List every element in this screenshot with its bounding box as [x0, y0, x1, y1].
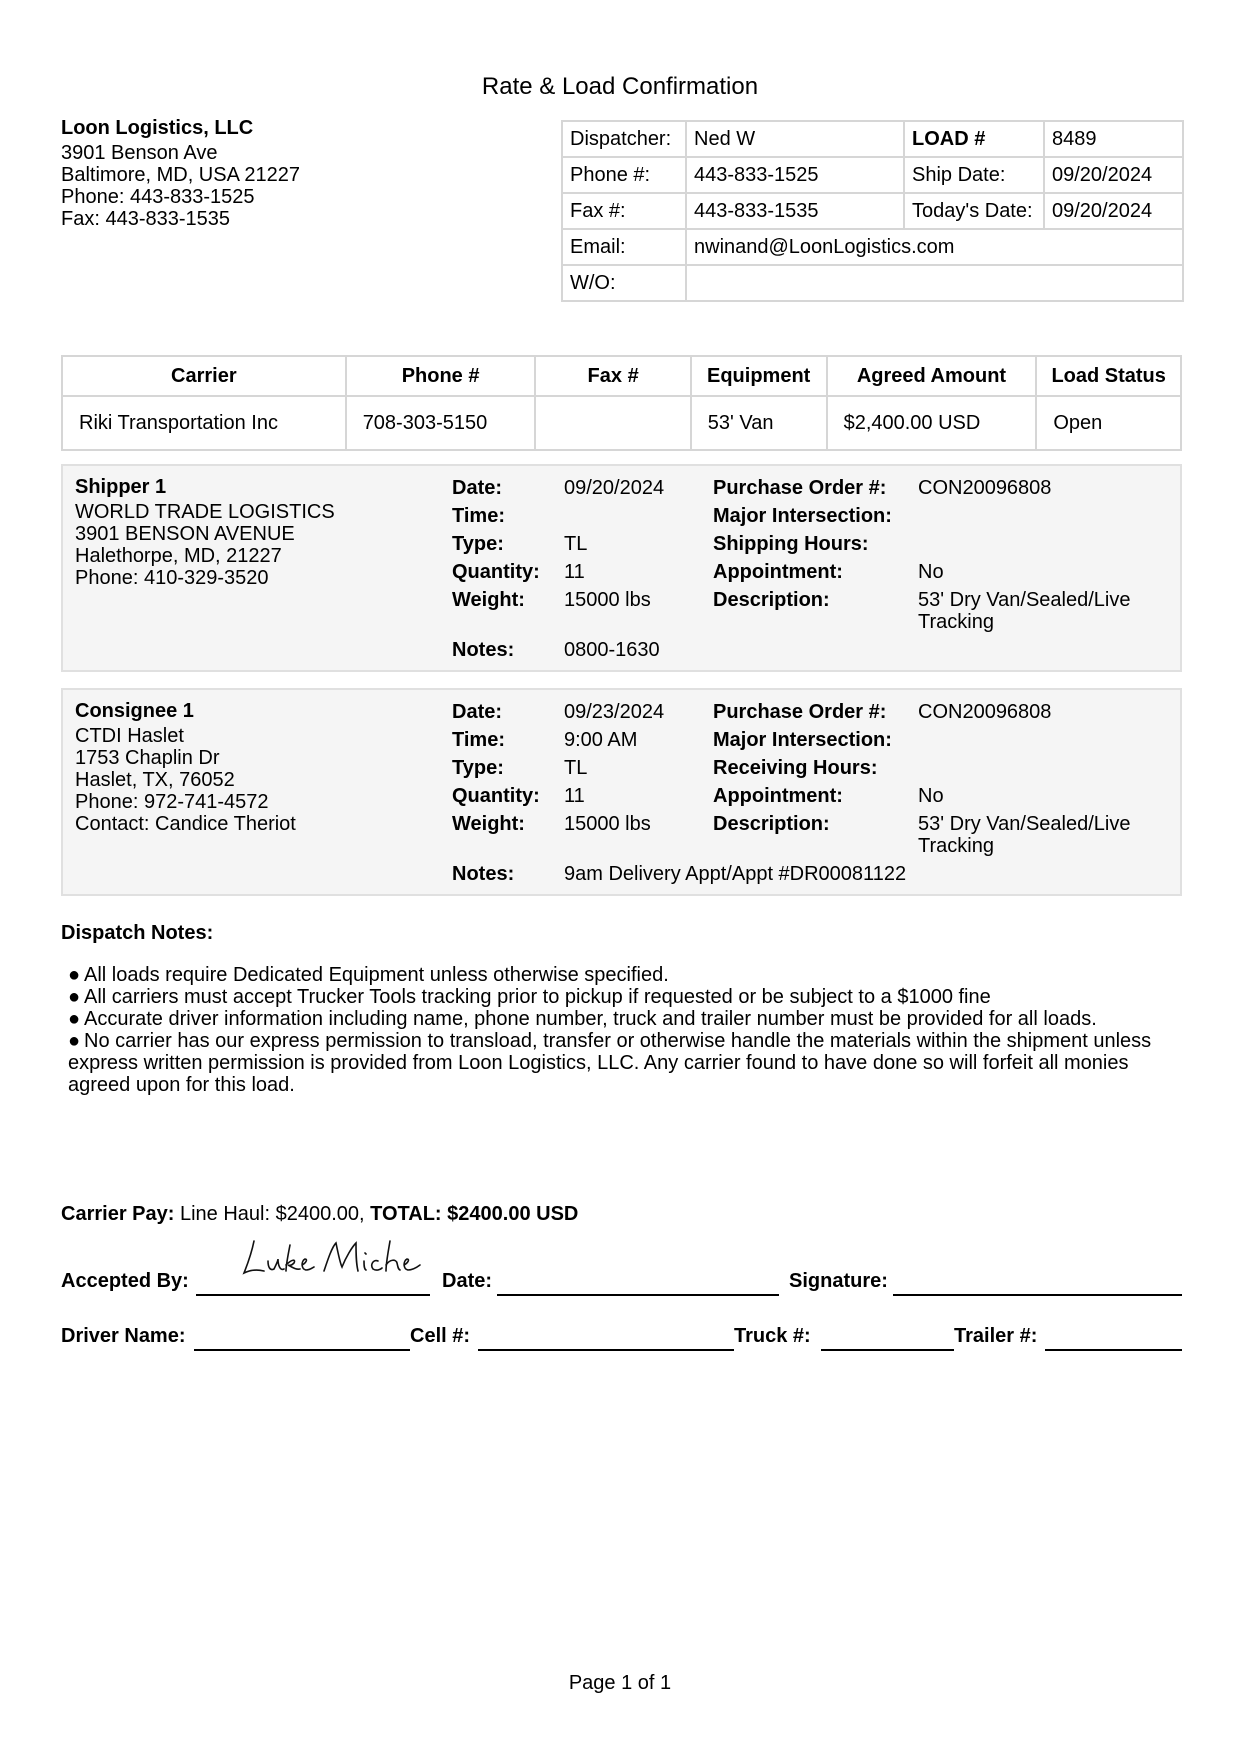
total-value: TOTAL: $2400.00 USD [370, 1203, 579, 1225]
column-header-equipment: Equipment [691, 356, 827, 396]
fax-label: Fax #: [562, 193, 686, 229]
consignee-weight-value: 15000 lbs [564, 813, 651, 835]
consignee-intersection-label: Major Intersection: [713, 729, 892, 751]
date-field[interactable] [497, 1294, 779, 1296]
shipper-notes-value: 0800-1630 [564, 639, 660, 661]
consignee-address-line2: Haslet, TX, 76052 [75, 769, 235, 791]
email-label: Email: [562, 229, 686, 265]
carrier-pay-label: Carrier Pay: [61, 1203, 175, 1225]
consignee-title: Consignee 1 [75, 700, 194, 722]
consignee-address-block [75, 700, 296, 835]
column-header-carrier: Carrier [62, 356, 346, 396]
shipper-date-value: 09/20/2024 [564, 477, 665, 499]
driver-name-label: Driver Name: [61, 1325, 186, 1347]
dispatch-note-text: No carrier has our express permission to transload, transfer or otherwise handle the materials within the shipment unless express written permission is provided from Loon Logistics, LLC. Any carrier found to have done so will forfeit all monies agreed upon for this load. [68, 1030, 1152, 1096]
consignee-phone: Phone: 972-741-4572 [75, 791, 269, 813]
consignee-time-label: Time: [452, 729, 505, 751]
consignee-time-value: 9:00 AM [564, 729, 638, 751]
shipper-po-value: CON20096808 [918, 477, 1052, 499]
equipment-cell: 53' Van [691, 396, 827, 450]
todays-date-label: Today's Date: [904, 193, 1044, 229]
agreed-amount-cell: $2,400.00 USD [827, 396, 1037, 450]
wo-value [686, 265, 1183, 301]
company-fax: Fax: 443-833-1535 [61, 208, 231, 230]
dispatch-info-table [561, 120, 1184, 302]
bullet-icon: ● [68, 1030, 81, 1052]
consignee-po-value: CON20096808 [918, 701, 1052, 723]
consignee-type-value: TL [564, 757, 588, 779]
ship-date-value: 09/20/2024 [1044, 157, 1183, 193]
company-name: Loon Logistics, LLC [61, 117, 254, 139]
shipper-notes-label: Notes: [452, 639, 515, 661]
acceptance-row [61, 1270, 1182, 1310]
shipper-appointment-value: No [918, 561, 944, 583]
shipper-weight-value: 15000 lbs [564, 589, 651, 611]
dispatcher-label: Dispatcher: [562, 121, 686, 157]
consignee-quantity-label: Quantity: [452, 785, 540, 807]
info-row-dispatcher [562, 121, 1183, 157]
info-row-fax [562, 193, 1183, 229]
shipper-time-label: Time: [452, 505, 505, 527]
phone-value: 443-833-1525 [686, 157, 904, 193]
carrier-pay-line [61, 1203, 578, 1226]
ship-date-label: Ship Date: [904, 157, 1044, 193]
column-header-phone: Phone # [346, 356, 536, 396]
dispatch-notes-list [68, 964, 1178, 1096]
cell-label: Cell #: [410, 1325, 471, 1347]
consignee-hours-label: Receiving Hours: [713, 757, 878, 779]
shipper-type-value: TL [564, 533, 588, 555]
consignee-description-label: Description: [713, 813, 830, 835]
line-haul-value: Line Haul: $2400.00, [179, 1203, 365, 1225]
table-row [62, 396, 1181, 450]
bullet-icon: ● [68, 964, 81, 986]
shipper-block [61, 464, 1182, 672]
truck-label: Truck #: [734, 1325, 811, 1347]
consignee-weight-label: Weight: [452, 813, 525, 835]
email-value[interactable]: nwinand@LoonLogistics.com [686, 229, 1183, 265]
info-row-wo [562, 265, 1183, 301]
fax-value: 443-833-1535 [686, 193, 904, 229]
shipper-weight-label: Weight: [452, 589, 525, 611]
consignee-appointment-value: No [918, 785, 944, 807]
bullet-icon: ● [68, 1008, 81, 1030]
truck-field[interactable] [821, 1349, 954, 1351]
wo-label: W/O: [562, 265, 686, 301]
consignee-type-label: Type: [452, 757, 504, 779]
consignee-contact: Contact: Candice Theriot [75, 813, 296, 835]
load-status-cell: Open [1036, 396, 1181, 450]
consignee-date-value: 09/23/2024 [564, 701, 665, 723]
dispatcher-value: Ned W [686, 121, 904, 157]
shipper-type-label: Type: [452, 533, 504, 555]
carrier-phone-cell: 708-303-5150 [346, 396, 536, 450]
list-item [68, 1030, 1178, 1096]
signature-label: Signature: [789, 1270, 888, 1292]
phone-label: Phone #: [562, 157, 686, 193]
company-phone: Phone: 443-833-1525 [61, 186, 255, 208]
driver-row [61, 1325, 1182, 1365]
shipper-address-block [75, 476, 335, 589]
dispatch-note-text: Accurate driver information including name, phone number, truck and trailer number must be provided for all loads. [84, 1008, 1097, 1030]
dispatch-notes-title: Dispatch Notes: [61, 922, 214, 944]
consignee-notes-label: Notes: [452, 863, 515, 885]
consignee-notes-value: 9am Delivery Appt/Appt #DR00081122 [564, 863, 907, 885]
consignee-block [61, 688, 1182, 896]
list-item [68, 1008, 1178, 1030]
shipper-quantity-label: Quantity: [452, 561, 540, 583]
shipper-address-line2: Halethorpe, MD, 21227 [75, 545, 282, 567]
consignee-quantity-value: 11 [564, 785, 585, 807]
shipper-title: Shipper 1 [75, 476, 167, 498]
accepted-by-label: Accepted By: [61, 1270, 189, 1292]
load-number-value: 8489 [1044, 121, 1183, 157]
carrier-table [61, 355, 1182, 451]
company-address-line1: 3901 Benson Ave [61, 142, 218, 164]
shipper-hours-label: Shipping Hours: [713, 533, 869, 555]
shipper-po-label: Purchase Order #: [713, 477, 887, 499]
document-title: Rate & Load Confirmation [481, 73, 759, 100]
list-item [68, 986, 1178, 1008]
company-address-line2: Baltimore, MD, USA 21227 [61, 164, 300, 186]
accepted-by-field[interactable] [196, 1294, 430, 1296]
shipper-intersection-label: Major Intersection: [713, 505, 892, 527]
shipper-description-label: Description: [713, 589, 830, 611]
consignee-date-label: Date: [452, 701, 503, 723]
consignee-po-label: Purchase Order #: [713, 701, 887, 723]
driver-name-field[interactable] [194, 1349, 410, 1351]
column-header-fax: Fax # [535, 356, 690, 396]
shipper-phone: Phone: 410-329-3520 [75, 567, 269, 589]
load-number-label: LOAD # [904, 121, 1044, 157]
shipper-appointment-label: Appointment: [713, 561, 843, 583]
column-header-agreed-amount: Agreed Amount [827, 356, 1037, 396]
carrier-table-header [62, 356, 1181, 396]
shipper-name: WORLD TRADE LOGISTICS [75, 501, 335, 523]
company-block [61, 117, 300, 230]
dispatch-note-text: All loads require Dedicated Equipment unless otherwise specified. [84, 964, 669, 986]
signature-field[interactable] [893, 1294, 1182, 1296]
trailer-field[interactable] [1045, 1349, 1182, 1351]
info-row-phone [562, 157, 1183, 193]
shipper-quantity-value: 11 [564, 561, 585, 583]
consignee-description-value: 53' Dry Van/Sealed/Live Tracking [918, 813, 1131, 857]
consignee-address-line1: 1753 Chaplin Dr [75, 747, 220, 769]
date-label: Date: [442, 1270, 493, 1292]
page-number: Page 1 of 1 [568, 1672, 672, 1694]
shipper-description-value: 53' Dry Van/Sealed/Live Tracking [918, 589, 1131, 633]
consignee-appointment-label: Appointment: [713, 785, 843, 807]
consignee-name: CTDI Haslet [75, 725, 184, 747]
shipper-date-label: Date: [452, 477, 503, 499]
carrier-name-cell: Riki Transportation Inc [62, 396, 346, 450]
cell-field[interactable] [478, 1349, 734, 1351]
column-header-load-status: Load Status [1036, 356, 1181, 396]
list-item [68, 964, 1178, 986]
bullet-icon: ● [68, 986, 81, 1008]
info-row-email [562, 229, 1183, 265]
todays-date-value: 09/20/2024 [1044, 193, 1183, 229]
shipper-address-line1: 3901 BENSON AVENUE [75, 523, 295, 545]
trailer-label: Trailer #: [954, 1325, 1038, 1347]
dispatch-note-text: All carriers must accept Trucker Tools tracking prior to pickup if requested or be subject to a $1000 fine [84, 986, 991, 1008]
carrier-fax-cell [535, 396, 690, 450]
